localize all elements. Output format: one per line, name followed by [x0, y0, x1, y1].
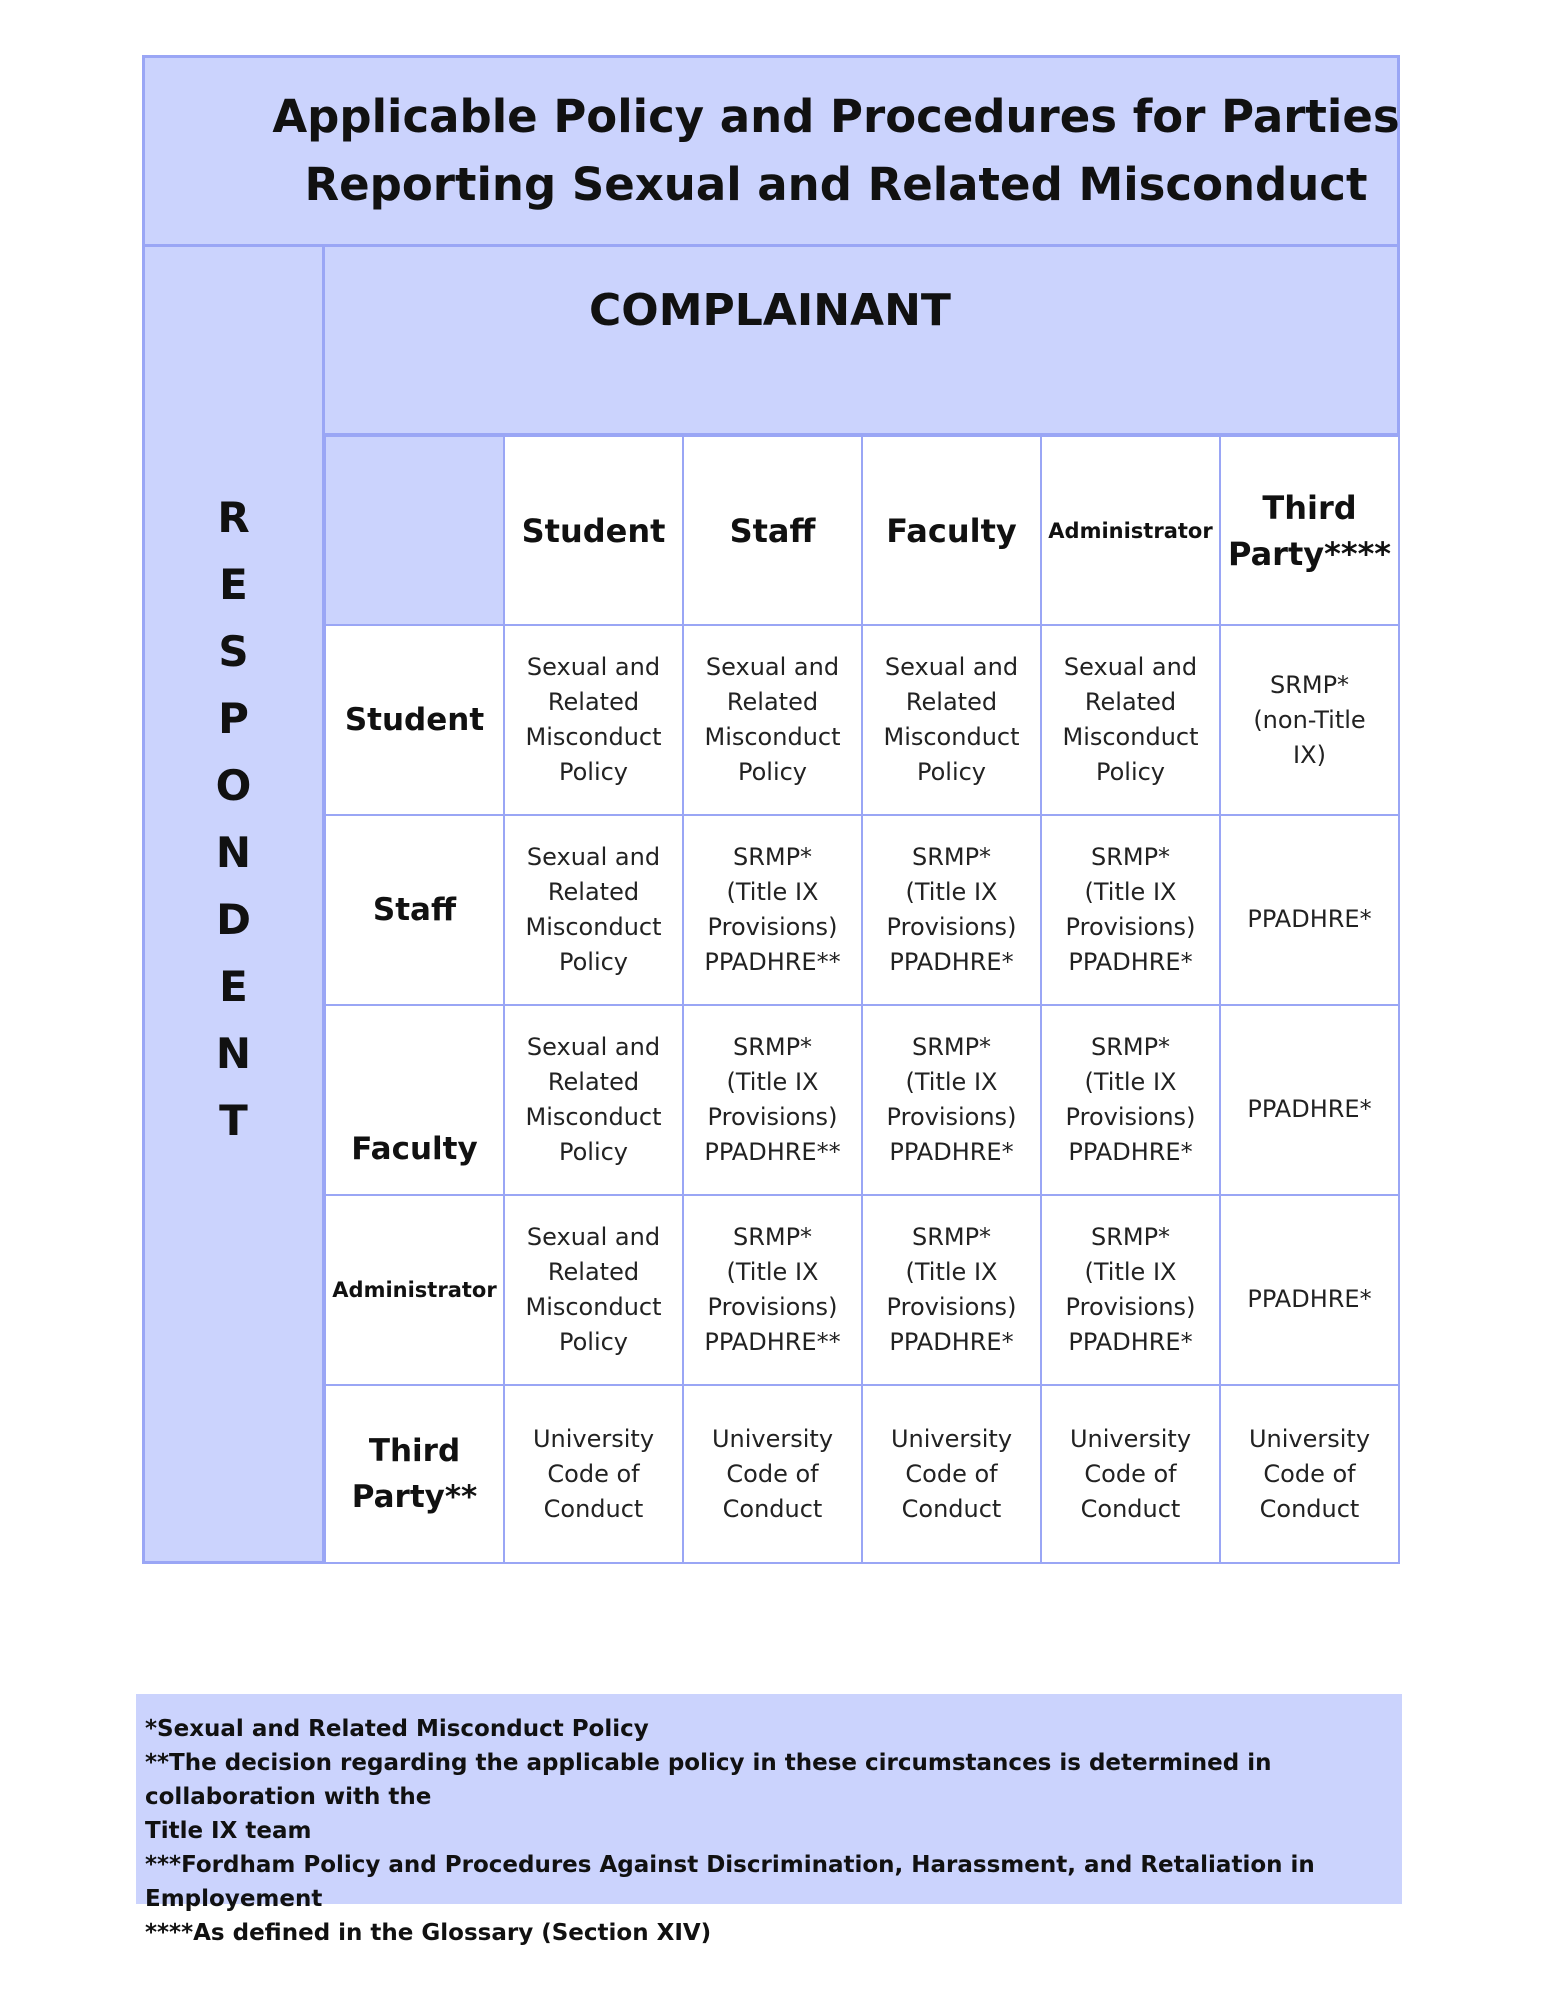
cell-line: PPADHRE*: [889, 948, 1014, 976]
cell-line: Related: [547, 688, 640, 716]
policy-cell: [504, 1005, 683, 1195]
cell-line: Related: [547, 878, 640, 906]
cell-line: Related: [726, 688, 819, 716]
cell-line: Policy: [1095, 758, 1166, 786]
policy-cell: [1220, 1385, 1399, 1563]
cell-line: (Title IX: [1084, 878, 1177, 906]
respondent-letter: R: [217, 493, 250, 542]
row-header: [325, 1385, 504, 1563]
cell-line: PPADHRE*: [1247, 1285, 1372, 1313]
cell-line: Misconduct: [704, 723, 841, 751]
cell-line: PPADHRE**: [704, 1328, 841, 1356]
policy-cell: [1041, 1385, 1220, 1563]
policy-cell: [504, 625, 683, 815]
policy-cell: [683, 625, 862, 815]
policy-cell: [862, 1385, 1041, 1563]
cell-line: Party****: [1227, 534, 1392, 573]
cell-line: Code of: [905, 1460, 998, 1488]
cell-line: Sexual and: [526, 1223, 661, 1251]
cell-line: Provisions): [1065, 913, 1196, 941]
respondent-letter: N: [215, 828, 252, 877]
policy-cell: [1041, 1005, 1220, 1195]
policy-cell: [683, 1005, 862, 1195]
cell-line: Related: [547, 1258, 640, 1286]
cell-line: Administrator: [1048, 518, 1213, 543]
cell-line: PPADHRE*: [1247, 1095, 1372, 1123]
cell-line: Staff: [372, 892, 457, 928]
cell-line: Conduct: [901, 1495, 1002, 1523]
cell-line: Code of: [726, 1460, 819, 1488]
cell-line: Administrator: [332, 1278, 497, 1302]
respondent-letter: E: [219, 962, 248, 1011]
policy-cell: [504, 1195, 683, 1385]
row-header: [325, 1195, 504, 1385]
cell-line: Third: [1262, 488, 1357, 527]
cell-line: SRMP*: [732, 1033, 813, 1061]
policy-cell: [1220, 625, 1399, 815]
cell-line: Provisions): [886, 1103, 1017, 1131]
cell-line: SRMP*: [1090, 1223, 1171, 1251]
complainant-label: COMPLAINANT: [589, 285, 951, 336]
cell-line: Student: [344, 702, 485, 738]
footnote-line: **The decision regarding the applicable policy in these circumstances is determined in collaboration with the: [145, 1750, 1272, 1810]
cell-line: SRMP*: [732, 843, 813, 871]
respondent-letter: P: [218, 694, 249, 743]
policy-cell: [683, 1385, 862, 1563]
cell-line: SRMP*: [732, 1223, 813, 1251]
row-header: [325, 625, 504, 815]
cell-line: (Title IX: [1084, 1068, 1177, 1096]
cell-line: SRMP*: [911, 843, 992, 871]
cell-line: University: [1069, 1425, 1192, 1453]
cell-line: Related: [1084, 688, 1177, 716]
row-header: [325, 1005, 504, 1195]
cell-line: PPADHRE*: [889, 1328, 1014, 1356]
cell-line: (Title IX: [905, 1258, 998, 1286]
complainant-axis: [325, 247, 1397, 436]
cell-line: Third: [368, 1433, 461, 1469]
cell-line: Misconduct: [883, 723, 1020, 751]
cell-line: University: [532, 1425, 655, 1453]
cell-line: PPADHRE*: [889, 1138, 1014, 1166]
policy-cell: [683, 815, 862, 1005]
cell-line: University: [1248, 1425, 1371, 1453]
cell-line: Code of: [1263, 1460, 1356, 1488]
footnote-line: ****As defined in the Glossary (Section XIV): [145, 1920, 712, 1946]
cell-line: PPADHRE*: [1068, 1138, 1193, 1166]
cell-line: PPADHRE*: [1247, 905, 1372, 933]
cell-line: Misconduct: [525, 1293, 662, 1321]
policy-cell: [683, 1195, 862, 1385]
corner-cell: [325, 436, 504, 625]
cell-line: Code of: [547, 1460, 640, 1488]
cell-line: Staff: [729, 511, 816, 550]
cell-line: Provisions): [886, 1293, 1017, 1321]
cell-line: Provisions): [707, 1103, 838, 1131]
cell-line: Provisions): [707, 1293, 838, 1321]
cell-line: PPADHRE*: [1068, 948, 1193, 976]
cell-line: SRMP*: [1269, 670, 1350, 699]
footnotes: [136, 1694, 1402, 1946]
row-header: [325, 815, 504, 1005]
column-header: [683, 436, 862, 625]
policy-cell: [862, 625, 1041, 815]
cell-line: (Title IX: [726, 878, 819, 906]
cell-line: Policy: [558, 758, 629, 786]
column-header: [504, 436, 683, 625]
cell-line: Misconduct: [525, 913, 662, 941]
title-line-2: Reporting Sexual and Related Misconduct: [304, 158, 1368, 211]
policy-cell: [504, 815, 683, 1005]
cell-line: (Title IX: [726, 1258, 819, 1286]
cell-line: (Title IX: [726, 1068, 819, 1096]
cell-line: Student: [521, 511, 666, 550]
respondent-letter: E: [219, 560, 248, 609]
cell-line: Misconduct: [525, 1103, 662, 1131]
cell-line: Conduct: [722, 1495, 823, 1523]
cell-line: Provisions): [1065, 1103, 1196, 1131]
cell-line: Policy: [558, 948, 629, 976]
cell-line: Misconduct: [1062, 723, 1199, 751]
respondent-letter: O: [215, 761, 252, 810]
policy-cell: [862, 1005, 1041, 1195]
cell-line: Policy: [558, 1138, 629, 1166]
cell-line: (Title IX: [905, 1068, 998, 1096]
cell-line: PPADHRE**: [704, 948, 841, 976]
cell-line: Policy: [916, 758, 987, 786]
policy-cell: [862, 1195, 1041, 1385]
cell-line: SRMP*: [911, 1223, 992, 1251]
cell-line: IX): [1293, 740, 1326, 769]
policy-cell: [1220, 815, 1399, 1005]
policy-cell: [862, 815, 1041, 1005]
cell-line: University: [890, 1425, 1013, 1453]
cell-line: SRMP*: [911, 1033, 992, 1061]
policy-cell: [504, 1385, 683, 1563]
cell-line: (Title IX: [1084, 1258, 1177, 1286]
respondent-label: [216, 484, 252, 1154]
footnote-line: *Sexual and Related Misconduct Policy: [145, 1716, 649, 1742]
policy-cell: [1220, 1005, 1399, 1195]
cell-line: Sexual and: [705, 653, 840, 681]
cell-line: Code of: [1084, 1460, 1177, 1488]
cell-line: PPADHRE*: [1068, 1328, 1193, 1356]
cell-line: Faculty: [886, 511, 1017, 550]
cell-line: University: [711, 1425, 834, 1453]
cell-line: Policy: [558, 1328, 629, 1356]
cell-line: (Title IX: [905, 878, 998, 906]
respondent-axis: [145, 247, 325, 1561]
respondent-letter: T: [219, 1096, 248, 1145]
cell-line: Provisions): [886, 913, 1017, 941]
respondent-letter: N: [215, 1029, 252, 1078]
title-line-1: Applicable Policy and Procedures for Parties: [272, 90, 1400, 143]
cell-line: PPADHRE**: [704, 1138, 841, 1166]
policy-cell: [1041, 1195, 1220, 1385]
cell-line: Related: [547, 1068, 640, 1096]
cell-line: Conduct: [1259, 1495, 1360, 1523]
table-title: [145, 58, 1400, 247]
cell-line: Conduct: [543, 1495, 644, 1523]
cell-line: Provisions): [707, 913, 838, 941]
policy-cell: [1220, 1195, 1399, 1385]
footnote-line: ***Fordham Policy and Procedures Against Discrimination, Harassment, and Retaliation in Employement: [145, 1852, 1315, 1912]
cell-line: Faculty: [351, 1131, 478, 1167]
policy-cell: [1041, 625, 1220, 815]
cell-line: Provisions): [1065, 1293, 1196, 1321]
column-header: [1041, 436, 1220, 625]
cell-line: Misconduct: [525, 723, 662, 751]
cell-line: Sexual and: [526, 653, 661, 681]
cell-line: SRMP*: [1090, 843, 1171, 871]
cell-line: Policy: [737, 758, 808, 786]
cell-line: Party**: [351, 1479, 478, 1515]
cell-line: Sexual and: [526, 1033, 661, 1061]
column-header: [1220, 436, 1399, 625]
policy-cell: [1041, 815, 1220, 1005]
policy-table: [142, 55, 1400, 1564]
cell-line: Related: [905, 688, 998, 716]
cell-line: SRMP*: [1090, 1033, 1171, 1061]
cell-line: (non-Title: [1253, 705, 1366, 734]
footnote-line: Title IX team: [145, 1818, 312, 1844]
cell-line: Conduct: [1080, 1495, 1181, 1523]
cell-line: Sexual and: [1063, 653, 1198, 681]
respondent-letter: D: [216, 895, 251, 944]
cell-line: Sexual and: [526, 843, 661, 871]
respondent-letter: S: [218, 627, 249, 676]
cell-line: Sexual and: [884, 653, 1019, 681]
column-header: [862, 436, 1041, 625]
